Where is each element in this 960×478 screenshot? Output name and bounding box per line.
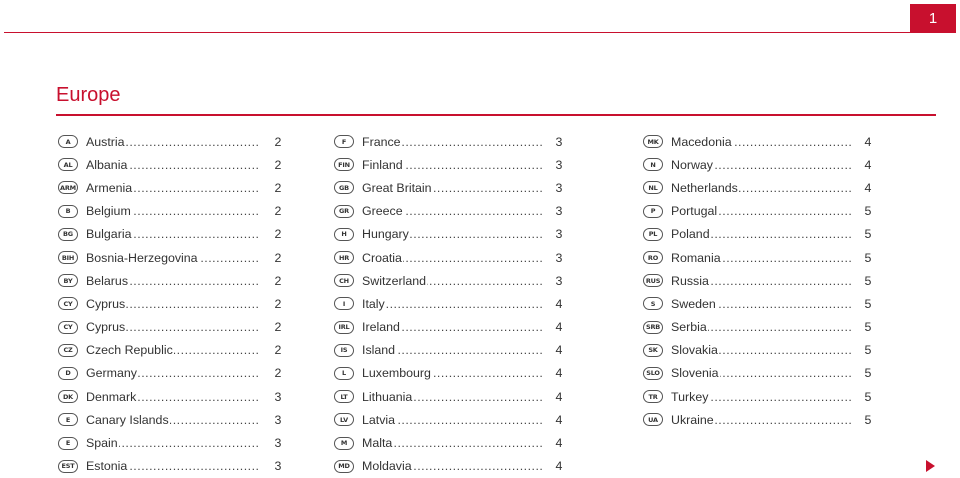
page-reference: 3	[555, 204, 563, 219]
country-name	[362, 274, 544, 288]
page-reference: 3	[274, 389, 282, 404]
country-name	[671, 274, 853, 288]
country-name-text: Great Britain	[362, 180, 432, 195]
page-reference: 3	[555, 227, 563, 242]
country-code-badge: RUS	[643, 274, 663, 287]
country-name-text: Malta	[362, 436, 393, 451]
country-code-badge: CY	[58, 321, 78, 334]
country-name-text: Island	[362, 343, 396, 358]
country-name	[362, 204, 544, 218]
country-code-badge: N	[643, 158, 663, 171]
page-reference: 2	[274, 320, 282, 335]
country-code-badge: CY	[58, 297, 78, 310]
country-entry[interactable]	[58, 130, 298, 153]
country-name	[86, 320, 258, 334]
country-entry[interactable]	[334, 153, 574, 176]
country-name	[362, 459, 544, 473]
country-code-badge: SLO	[643, 367, 663, 380]
page-reference: 3	[555, 250, 563, 265]
page-reference: 5	[864, 273, 872, 288]
page-reference: 2	[274, 157, 282, 172]
page-reference: 2	[274, 180, 282, 195]
page-reference: 5	[864, 412, 872, 427]
country-name	[362, 390, 544, 404]
country-name-text: Finland	[362, 157, 403, 172]
page-reference: 3	[555, 134, 563, 149]
page-reference: 5	[864, 320, 872, 335]
country-code-badge: LV	[334, 413, 354, 426]
country-code-badge: MK	[643, 135, 663, 148]
page-reference: 2	[274, 250, 282, 265]
page-reference: 4	[555, 412, 563, 427]
country-name	[86, 274, 258, 288]
country-name-text: Belgium	[86, 204, 131, 219]
country-entry[interactable]	[643, 153, 883, 176]
country-column-3	[643, 130, 883, 431]
country-name	[671, 366, 853, 380]
country-name-text: Romania	[671, 250, 721, 265]
country-name-text: Canary Islands	[86, 412, 169, 427]
country-entry[interactable]	[643, 292, 883, 315]
country-code-badge: UA	[643, 413, 663, 426]
page-reference: 3	[274, 459, 282, 474]
country-entry[interactable]	[334, 200, 574, 223]
page-reference: 5	[864, 389, 872, 404]
country-entry[interactable]	[334, 246, 574, 269]
country-code-badge: FIN	[334, 158, 354, 171]
country-name-text: Estonia	[86, 459, 128, 474]
country-code-badge: SK	[643, 344, 663, 357]
country-column-1	[58, 130, 298, 478]
country-name	[86, 436, 258, 450]
page-reference: 4	[864, 157, 872, 172]
country-name-text: Belarus	[86, 273, 129, 288]
country-name-text: Greece	[362, 204, 403, 219]
page-reference: 4	[555, 389, 563, 404]
page-reference: 2	[274, 296, 282, 311]
country-code-badge: S	[643, 297, 663, 310]
country-entry[interactable]	[334, 431, 574, 454]
page-reference: 4	[864, 180, 872, 195]
country-name	[671, 135, 853, 149]
country-code-badge: IS	[334, 344, 354, 357]
country-code-badge: F	[334, 135, 354, 148]
country-name-text: Albania	[86, 157, 128, 172]
country-code-badge: CZ	[58, 344, 78, 357]
country-name	[671, 181, 853, 195]
country-name-text: Latvia	[362, 412, 396, 427]
country-code-badge: P	[643, 205, 663, 218]
country-code-badge: GR	[334, 205, 354, 218]
country-entry[interactable]	[58, 408, 298, 431]
country-code-badge: NL	[643, 181, 663, 194]
country-name-text: Austria	[86, 134, 125, 149]
page-reference: 4	[555, 343, 563, 358]
country-name-text: Italy	[362, 296, 385, 311]
country-code-badge: A	[58, 135, 78, 148]
page-reference: 3	[555, 273, 563, 288]
page-reference: 5	[864, 296, 872, 311]
page-reference: 5	[864, 343, 872, 358]
country-entry[interactable]	[58, 362, 298, 385]
country-code-badge: D	[58, 367, 78, 380]
country-name	[86, 390, 258, 404]
page-reference: 5	[864, 250, 872, 265]
country-code-badge: B	[58, 205, 78, 218]
country-name	[362, 158, 544, 172]
page-reference: 3	[274, 436, 282, 451]
country-code-badge: BY	[58, 274, 78, 287]
country-code-badge: SRB	[643, 321, 663, 334]
page-reference: 2	[274, 343, 282, 358]
country-entry[interactable]	[58, 223, 298, 246]
country-code-badge: TR	[643, 390, 663, 403]
country-code-badge: BG	[58, 228, 78, 241]
country-code-badge: RO	[643, 251, 663, 264]
country-entry[interactable]	[334, 316, 574, 339]
country-name	[671, 158, 853, 172]
country-name-text: Moldavia	[362, 459, 412, 474]
country-entry[interactable]	[334, 292, 574, 315]
page-reference: 3	[274, 412, 282, 427]
page-reference: 4	[555, 459, 563, 474]
page-reference: 2	[274, 134, 282, 149]
page-reference: 5	[864, 204, 872, 219]
country-name	[671, 227, 853, 241]
country-name	[671, 343, 853, 357]
country-name	[362, 297, 544, 311]
country-name	[671, 204, 853, 218]
country-name-text: Russia	[671, 273, 709, 288]
country-name	[362, 413, 544, 427]
country-entry[interactable]	[58, 153, 298, 176]
country-name	[86, 227, 258, 241]
country-code-badge: ARM	[58, 181, 78, 194]
country-name	[86, 459, 258, 473]
page-reference: 4	[555, 436, 563, 451]
country-code-badge: PL	[643, 228, 663, 241]
country-name	[86, 366, 258, 380]
country-name-text: Netherlands	[671, 180, 738, 195]
country-entry[interactable]	[643, 200, 883, 223]
country-name-text: Cyprus	[86, 296, 126, 311]
page-reference: 3	[555, 180, 563, 195]
country-code-badge: H	[334, 228, 354, 241]
country-entry[interactable]	[58, 431, 298, 454]
country-name	[86, 181, 258, 195]
page-number-tab: 1	[910, 4, 956, 33]
country-name-text: Czech Republic	[86, 343, 173, 358]
country-code-badge: LT	[334, 390, 354, 403]
country-name	[671, 320, 853, 334]
country-name	[362, 436, 544, 450]
country-name	[671, 390, 853, 404]
country-code-badge: HR	[334, 251, 354, 264]
country-name	[86, 158, 258, 172]
country-name-text: Bosnia-Herzegovina	[86, 250, 198, 265]
country-name	[86, 135, 258, 149]
country-entry[interactable]	[58, 200, 298, 223]
page-reference: 2	[274, 273, 282, 288]
country-name-text: Croatia	[362, 250, 402, 265]
country-name	[362, 227, 544, 241]
country-code-badge: M	[334, 437, 354, 450]
country-code-badge: I	[334, 297, 354, 310]
country-name-text: Sweden	[671, 296, 716, 311]
country-entry[interactable]	[643, 408, 883, 431]
title-rule	[56, 114, 936, 116]
country-entry[interactable]	[334, 130, 574, 153]
country-entry[interactable]	[334, 223, 574, 246]
page-reference: 3	[555, 157, 563, 172]
page-reference: 4	[555, 366, 563, 381]
country-name	[671, 251, 853, 265]
country-code-badge: AL	[58, 158, 78, 171]
country-code-badge: EST	[58, 460, 78, 473]
country-name-text: Macedonia	[671, 134, 732, 149]
country-entry[interactable]	[58, 455, 298, 478]
country-name-text: Portugal	[671, 204, 718, 219]
country-entry[interactable]	[334, 385, 574, 408]
country-entry[interactable]	[58, 246, 298, 269]
country-name-text: Denmark	[86, 389, 137, 404]
next-page-icon[interactable]	[926, 460, 935, 472]
country-name-text: Spain	[86, 436, 118, 451]
country-column-2	[334, 130, 574, 478]
country-entry[interactable]	[643, 246, 883, 269]
country-code-badge: L	[334, 367, 354, 380]
country-entry[interactable]	[58, 292, 298, 315]
country-name-text: Slovakia	[671, 343, 718, 358]
country-entry[interactable]	[58, 316, 298, 339]
country-name-text: Ireland	[362, 320, 400, 335]
country-entry[interactable]	[643, 269, 883, 292]
country-name	[86, 297, 258, 311]
country-name-text: Cyprus	[86, 320, 126, 335]
country-entry[interactable]	[58, 385, 298, 408]
country-name	[362, 251, 544, 265]
country-code-badge: E	[58, 413, 78, 426]
country-name-text: Poland	[671, 227, 710, 242]
country-entry[interactable]	[334, 339, 574, 362]
country-name-text: Norway	[671, 157, 713, 172]
country-entry[interactable]	[334, 362, 574, 385]
country-name	[671, 297, 853, 311]
country-code-badge: DK	[58, 390, 78, 403]
page-reference: 5	[864, 366, 872, 381]
country-name	[86, 343, 258, 357]
page-reference: 5	[864, 227, 872, 242]
country-code-badge: CH	[334, 274, 354, 287]
page-reference: 2	[274, 366, 282, 381]
country-name-text: Luxembourg	[362, 366, 431, 381]
country-entry[interactable]	[643, 176, 883, 199]
country-name	[362, 366, 544, 380]
country-name-text: Slovenia	[671, 366, 719, 381]
page-reference: 4	[555, 320, 563, 335]
country-name-text: France	[362, 134, 401, 149]
country-name-text: Switzerland	[362, 273, 427, 288]
country-name	[362, 181, 544, 195]
country-name	[362, 320, 544, 334]
country-code-badge: MD	[334, 460, 354, 473]
country-entry[interactable]	[643, 339, 883, 362]
country-name	[362, 343, 544, 357]
country-entry[interactable]	[58, 339, 298, 362]
country-name-text: Lithuania	[362, 389, 413, 404]
country-name-text: Serbia	[671, 320, 707, 335]
country-entry[interactable]	[334, 408, 574, 431]
country-entry[interactable]	[643, 362, 883, 385]
country-name	[86, 413, 258, 427]
country-entry[interactable]	[58, 269, 298, 292]
page-reference: 4	[555, 296, 563, 311]
country-entry[interactable]	[643, 130, 883, 153]
country-entry[interactable]	[334, 269, 574, 292]
country-name	[362, 135, 544, 149]
country-code-badge: E	[58, 437, 78, 450]
country-code-badge: BIH	[58, 251, 78, 264]
country-entry[interactable]	[643, 316, 883, 339]
country-name-text: Germany	[86, 366, 137, 381]
country-name	[671, 413, 853, 427]
country-name	[86, 251, 258, 265]
country-entry[interactable]	[58, 176, 298, 199]
country-name-text: Hungary	[362, 227, 409, 242]
country-entry[interactable]	[334, 176, 574, 199]
country-code-badge: IRL	[334, 321, 354, 334]
country-name-text: Ukraine	[671, 412, 714, 427]
country-entry[interactable]	[643, 223, 883, 246]
page-reference: 4	[864, 134, 872, 149]
header-rule	[4, 32, 910, 33]
page-reference: 2	[274, 227, 282, 242]
country-name	[86, 204, 258, 218]
section-title: Europe	[56, 84, 121, 106]
country-name-text: Bulgaria	[86, 227, 132, 242]
country-entry[interactable]	[643, 385, 883, 408]
country-code-badge: GB	[334, 181, 354, 194]
country-name-text: Turkey	[671, 389, 709, 404]
page-reference: 2	[274, 204, 282, 219]
country-entry[interactable]	[334, 455, 574, 478]
country-name-text: Armenia	[86, 180, 133, 195]
